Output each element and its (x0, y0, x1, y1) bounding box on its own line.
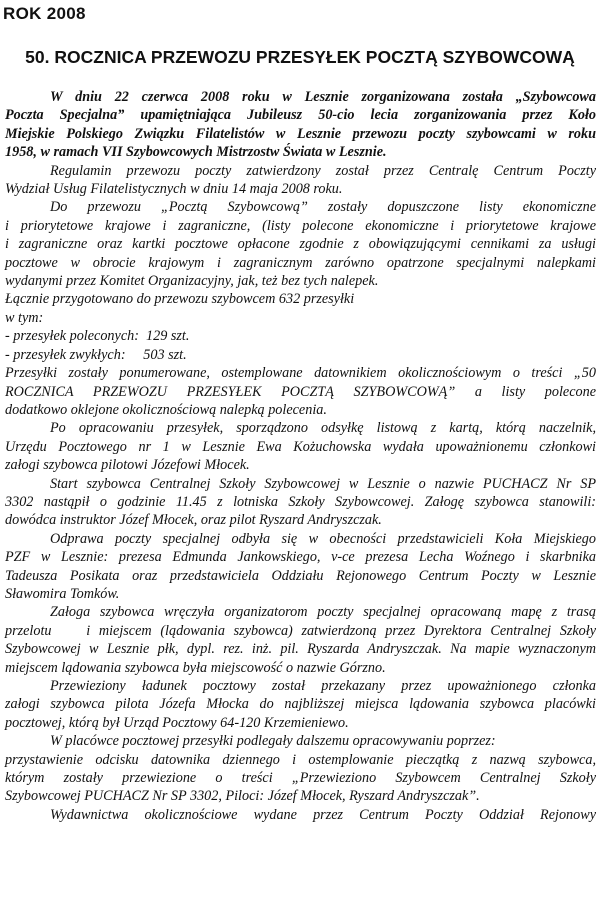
text-line: Start szybowca Centralnej Szkoły Szybowcowej w Lesznie o nazwie PUCHACZ Nr SP (50, 475, 596, 492)
text-line: dowódca instruktor Józef Młocek, oraz pilot Ryszard Andryszczak. (5, 512, 382, 529)
text-line: Po opracowaniu przesyłek, sporządzono odsyłkę listową z kartą, którą naczelnik, (50, 420, 596, 437)
text-line: Wydział Usług Filatelistycznych w dniu 14 maja 2008 roku. (5, 181, 343, 198)
text-line: 3302 nastąpił o godzinie 11.45 z lotniska Szkoły Szybowcowej. Załogę szybowca stanowili: (5, 493, 596, 510)
document-title: 50. ROCZNICA PRZEWOZU PRZESYŁEK POCZTĄ SZYBOWCOWĄ (25, 47, 575, 67)
text-line: Tadeusza Posikata oraz przedstawiciela Oddziału Rejonowego Centrum Poczty w Lesznie (5, 567, 596, 584)
text-line: 1958, w ramach VII Szybowcowych Mistrzostw Świata w Lesznie. (5, 144, 387, 161)
text-line: Łącznie przygotowano do przewozu szybowcem 632 przesyłki (5, 291, 355, 308)
text-line: miejscem lądowania szybowca była miejscowość o nazwie Górzno. (5, 659, 386, 676)
text-line: PZF w Lesznie: prezesa Edmunda Jankowskiego, v-ce prezesa Lecha Woźnego i skarbnika (5, 549, 596, 566)
text-line: W dniu 22 czerwca 2008 roku w Lesznie zorganizowana została „Szybowcowa (50, 89, 596, 105)
text-line: i zagraniczne oraz kartki pocztowe opłacone zgodnie z obowiązującymi cennikami za usługi (5, 236, 596, 253)
document-body (5, 88, 596, 824)
text-line: Wydawnictwa okolicznościowe wydane przez Centrum Poczty Oddział Rejonowy (50, 806, 596, 823)
text-line: - przesyłek zwykłych: 503 szt. (5, 346, 187, 363)
text-line: Odprawa poczty specjalnej odbyła się w obecności przedstawicieli Koła Miejskiego (50, 530, 596, 547)
text-line: wydanymi przez Komitet Organizacyjny, jak, też bez tych nalepek. (5, 273, 379, 290)
text-line: Miejskie Polskiego Związku Filatelistów w Lesznie przewozu poczty szybowcami w roku (5, 125, 596, 142)
text-line: Załoga szybowca wręczyła organizatorom poczty specjalnej opracowaną mapę z trasą (50, 604, 596, 621)
text-line: Urzędu Pocztowego nr 1 w Lesznie Ewa Kożuchowska wydała upoważnionemu członkowi (5, 438, 596, 455)
text-line: załogi szybowca pilota Józefa Młocka do najbliższej miejsca lądowania szybowca placówki (5, 696, 596, 713)
text-line: Sławomira Tomków. (5, 585, 120, 602)
text-line: Przesyłki zostały ponumerowane, ostemplowane datownikiem okolicznościowym o treści „50 (5, 365, 596, 382)
text-line: pocztowej, którą był Urząd Pocztowy 64-120 Krzemieniewo. (5, 714, 349, 731)
text-line: i priorytetowe krajowe i zagraniczne, (listy polecone ekonomiczne i priorytetowe krajowe (5, 217, 596, 234)
text-line: przelotu i miejscem (lądowania szybowca) zatwierdzoną przez Dyrektora Centralnej Szkoły (5, 622, 596, 639)
text-line: Regulamin przewozu poczty zatwierdzony został przez Centralę Centrum Poczty (50, 162, 596, 179)
text-line: którym zostały przewiezione o treści „Przewieziono Szybowcem Centralnej Szkoły (5, 770, 596, 787)
text-line: w tym: (5, 309, 44, 326)
text-line: Do przewozu „Pocztą Szybowcową” zostały dopuszczone listy ekonomiczne (50, 199, 596, 216)
text-line: pocztowe w obrocie krajowym i zagranicznym zarówno opatrzone specjalnymi nalepkami (5, 254, 596, 271)
text-line: Szybowcowej PUCHACZ Nr SP 3302, Piloci: Józef Młocek, Ryszard Andryszczak”. (5, 788, 480, 805)
text-line: Poczta Specjalna” upamiętniająca Jubileusz 50-cio lecia zorganizowania przez Koło (5, 107, 596, 124)
text-line: Przewieziony ładunek pocztowy został przekazany przez upoważnionego członka (50, 678, 596, 694)
text-line: Szybowcowej w Lesznie płk, dypl. rez. inż. pil. Ryszarda Andryszczak. Na mapie wyznaczonym (5, 641, 596, 658)
text-line: załogi szybowca pilotowi Józefowi Młocek. (5, 457, 250, 474)
year-label: ROK 2008 (3, 4, 86, 23)
text-line: ROCZNICA PRZEWOZU PRZESYŁEK POCZTĄ SZYBOWCOWĄ” a listy polecone (5, 383, 596, 400)
text-line: przystawienie odcisku datownika dziennego i ostemplowanie pieczątką z nazwą szybowca, (5, 751, 596, 768)
text-line: - przesyłek poleconych: 129 szt. (5, 328, 190, 345)
text-line: W placówce pocztowej przesyłki podlegały dalszemu opracowywaniu poprzez: (50, 733, 496, 750)
text-line: dodatkowo oklejone okolicznościową nalepką polecenia. (5, 401, 327, 418)
